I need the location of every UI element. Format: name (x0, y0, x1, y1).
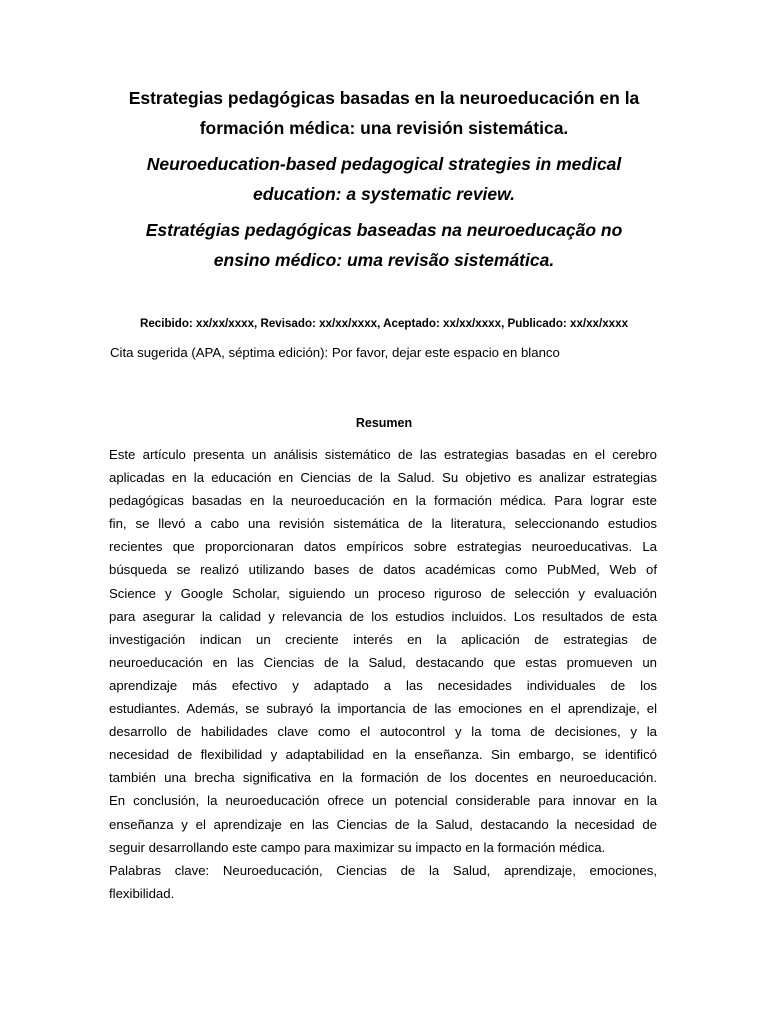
abstract-line: pedagógicas basadas en la neuroeducación en la formación médica. Para lograr este (109, 493, 657, 509)
title-english (100, 149, 668, 209)
abstract-body (109, 443, 657, 905)
abstract-line: también una brecha significativa en la formación de los docentes en neuroeducación. (109, 770, 657, 786)
abstract-line: Science y Google Scholar, siguiendo un proceso riguroso de selección y evaluación (109, 585, 657, 601)
abstract-line: para asegurar la calidad y relevancia de los estudios incluidos. Los resultados de esta (109, 608, 657, 624)
abstract-line: enseñanza y el aprendizaje en las Ciencias de la Salud, destacando la necesidad de (109, 816, 657, 832)
abstract-line: fin, se llevó a cabo una revisión sistemática de la literatura, seleccionando estudios (109, 516, 657, 532)
title-spanish-line-2: formación médica: una revisión sistemática. (199, 118, 569, 138)
abstract-heading: Resumen (355, 416, 413, 430)
keywords-line: Palabras clave: Neuroeducación, Ciencias de la Salud, aprendizaje, emociones, (109, 862, 657, 878)
abstract-line: investigación indican un creciente interés en la aplicación de estrategias de (109, 631, 657, 647)
publication-dates: Recibido: xx/xx/xxxx, Revisado: xx/xx/xxxx, Aceptado: xx/xx/xxxx, Publicado: xx/xx/xxxx (139, 317, 629, 330)
keywords-line: flexibilidad. (109, 885, 175, 901)
title-english-line-1: Neuroeducation-based pedagogical strategies in medical (146, 154, 622, 174)
abstract-line: recientes que proporcionaran datos empíricos sobre estrategias neuroeducativas. La (109, 539, 657, 555)
suggested-citation: Cita sugerida (APA, séptima edición): Por favor, dejar este espacio en blanco (110, 345, 560, 360)
abstract-line: seguir desarrollando este campo para maximizar su impacto en la formación médica. (109, 839, 606, 855)
title-spanish (100, 83, 668, 143)
abstract-line: aplicadas en la educación en Ciencias de la Salud. Su objetivo es analizar estrategias (109, 470, 657, 486)
abstract-line: desarrollo de habilidades clave como el autocontrol y la toma de decisiones, y la (109, 724, 657, 740)
abstract-line: Este artículo presenta un análisis sistemático de las estrategias basadas en el cerebro (109, 447, 657, 462)
title-english-line-2: education: a systematic review. (253, 184, 515, 204)
abstract-line: En conclusión, la neuroeducación ofrece un potencial considerable para innovar en la (109, 793, 657, 809)
abstract-line: búsqueda se realizó utilizando bases de datos académicas como PubMed, Web of (109, 562, 657, 578)
abstract-line: necesidad de flexibilidad y adaptabilidad en la enseñanza. Sin embargo, se identificó (109, 747, 657, 763)
abstract-line: aprendizaje más efectivo y adaptado a las necesidades individuales de los (109, 677, 657, 693)
abstract-line: neuroeducación en las Ciencias de la Salud, destacando que estas promueven un (109, 654, 657, 670)
abstract-line: estudiantes. Además, se subrayó la importancia de las emociones en el aprendizaje, el (109, 701, 657, 717)
title-portuguese (100, 215, 668, 275)
title-portuguese-line-1: Estratégias pedagógicas baseadas na neuroeducação no (145, 220, 623, 240)
title-spanish-line-1: Estrategias pedagógicas basadas en la neuroeducación en la (128, 88, 640, 108)
title-portuguese-line-2: ensino médico: uma revisão sistemática. (213, 250, 555, 270)
